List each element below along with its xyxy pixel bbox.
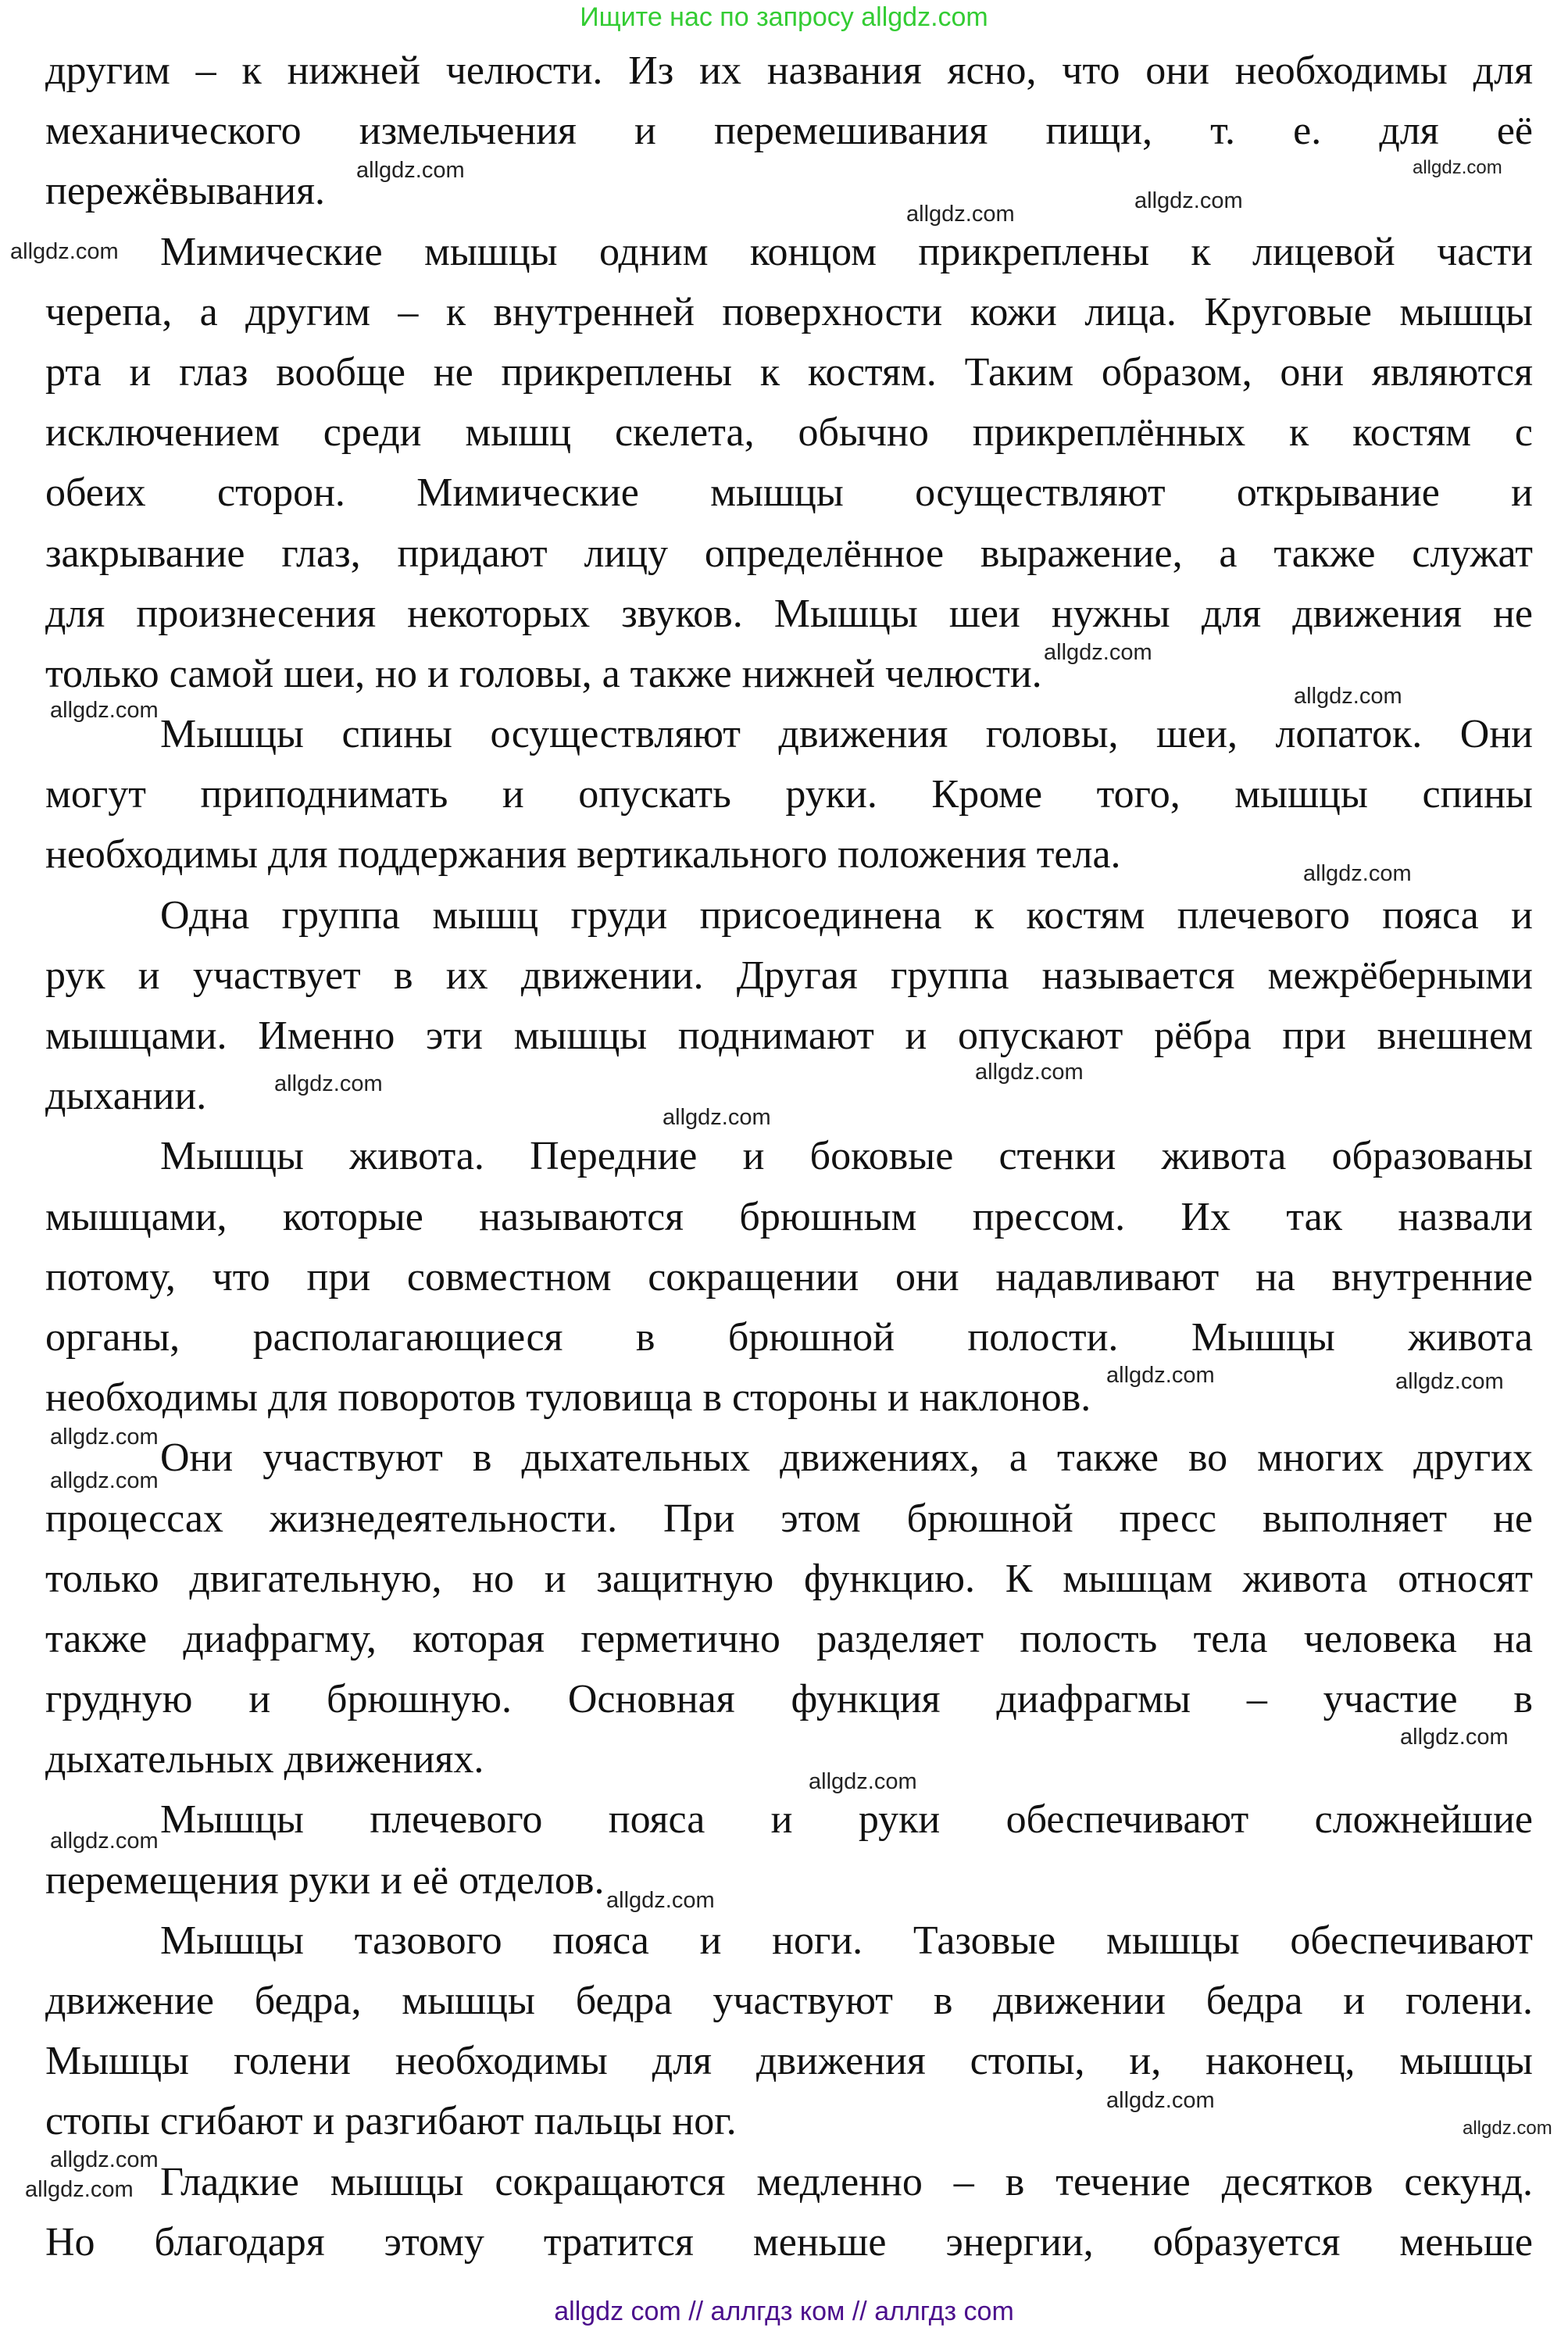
watermark: allgdz.com <box>1106 2088 1215 2113</box>
text-line <box>45 101 1533 161</box>
watermark: allgdz.com <box>1044 640 1152 665</box>
search-promo-text: Ищите нас по запросу allgdz.com <box>580 2 988 32</box>
watermark: allgdz.com <box>50 1829 159 1854</box>
watermark: allgdz.com <box>10 239 119 264</box>
text-line-content: закрывание глаз, придают лицу определённое выражение, а также служат <box>45 531 1533 576</box>
text-line-content: Мышцы голени необходимы для движения стопы, и, наконец, мышцы <box>45 2039 1533 2084</box>
text-line <box>45 1489 1533 1549</box>
text-line <box>45 463 1533 523</box>
text-line <box>45 1669 1533 1729</box>
text-line <box>45 1187 1533 1247</box>
textbook-page-body <box>45 41 1533 2272</box>
text-line <box>45 1609 1533 1669</box>
text-line-content: Они участвуют в дыхательных движениях, а также во многих других <box>160 1435 1533 1481</box>
text-line <box>45 704 1533 764</box>
text-line <box>45 161 1533 221</box>
text-line-content: органы, располагающиеся в брюшной полости. Мышцы живота <box>45 1314 1533 1360</box>
text-line-content: дыхании. <box>45 1074 207 1119</box>
text-line <box>45 402 1533 463</box>
text-line-content: потому, что при совместном сокращении они надавливают на внутренние <box>45 1254 1533 1300</box>
watermark: allgdz.com <box>1395 1369 1504 1394</box>
text-line-content: дыхательных движениях. <box>45 1737 484 1782</box>
watermark: allgdz.com <box>906 202 1015 227</box>
text-line-content: Гладкие мышцы сокращаются медленно – в течение десятков секунд. <box>160 2159 1533 2204</box>
text-line <box>45 1126 1533 1186</box>
text-line-content: процессах жизнедеятельности. При этом брюшной пресс выполняет не <box>45 1496 1533 1541</box>
text-line <box>45 764 1533 824</box>
text-line-content: необходимы для поддержания вертикального положения тела. <box>45 832 1121 878</box>
text-line-content: механического измельчения и перемешивания пищи, т. е. для её <box>45 109 1533 154</box>
text-line <box>45 946 1533 1006</box>
text-line-content: Мышцы живота. Передние и боковые стенки живота образованы <box>160 1134 1533 1179</box>
watermark: allgdz.com <box>1413 157 1502 178</box>
text-line <box>45 885 1533 946</box>
watermark: allgdz.com <box>1134 188 1243 213</box>
text-line-content: Но благодаря этому тратится меньше энергии, образуется меньше <box>45 2219 1533 2265</box>
text-line-content: рук и участвует в их движении. Другая группа называется межрёберными <box>45 953 1533 998</box>
text-line <box>45 41 1533 101</box>
text-line-content: грудную и брюшную. Основная функция диафрагмы – участие в <box>45 1677 1533 1722</box>
text-line <box>45 584 1533 644</box>
text-line <box>45 2091 1533 2151</box>
watermark: allgdz.com <box>50 1468 159 1493</box>
text-line <box>45 1428 1533 1488</box>
text-line-content: мышцами. Именно эти мышцы поднимают и опускают рёбра при внешнем <box>45 1014 1533 1058</box>
text-line <box>45 1850 1533 1911</box>
text-line-content: Мышцы тазового пояса и ноги. Тазовые мышцы обеспечивают <box>160 1918 1533 1963</box>
text-line <box>45 1549 1533 1609</box>
text-line-content: для произнесения некоторых звуков. Мышцы шеи нужны для движения не <box>45 591 1533 636</box>
watermark: allgdz.com <box>663 1105 771 1130</box>
site-footer-links <box>0 2294 1568 2329</box>
text-line-content: Мышцы спины осуществляют движения головы, шеи, лопаток. Они <box>160 712 1533 757</box>
text-line <box>45 282 1533 342</box>
text-line-content: рта и глаз вообще не прикреплены к костям. Таким образом, они являются <box>45 349 1533 395</box>
text-line <box>45 342 1533 402</box>
text-line-content: также диафрагму, которая герметично разделяет полость тела человека на <box>45 1616 1533 1661</box>
text-line-content: Мышцы плечевого пояса и руки обеспечивают сложнейшие <box>160 1797 1533 1843</box>
text-line <box>45 1307 1533 1367</box>
search-promo-banner <box>0 2 1568 33</box>
text-line-content: необходимы для поворотов туловища в стороны и наклонов. <box>45 1375 1091 1421</box>
text-line <box>45 1367 1533 1428</box>
text-line <box>45 1247 1533 1307</box>
watermark: allgdz.com <box>356 158 465 183</box>
watermark: allgdz.com <box>50 2147 159 2172</box>
watermark: allgdz.com <box>50 1425 159 1450</box>
text-line-content: перемещения руки и её отделов. <box>45 1857 605 1903</box>
text-line-content: обеих сторон. Мимические мышцы осуществляют открывание и <box>45 470 1533 516</box>
text-line-content: движение бедра, мышцы бедра участвуют в движении бедра и голени. <box>45 1979 1533 2023</box>
text-line-content: исключением среди мышц скелета, обычно прикреплённых к костям с <box>45 410 1533 456</box>
watermark: allgdz.com <box>1463 2118 1552 2139</box>
text-line <box>45 524 1533 584</box>
text-line-content: другим – к нижней челюсти. Из их названия ясно, что они необходимы для <box>45 48 1533 93</box>
watermark: allgdz.com <box>809 1769 917 1794</box>
text-line-content: только самой шеи, но и головы, а также нижней челюсти. <box>45 651 1042 696</box>
text-line <box>45 1729 1533 1789</box>
watermark: allgdz.com <box>1400 1725 1509 1750</box>
text-line <box>45 2152 1533 2212</box>
watermark: allgdz.com <box>975 1060 1084 1085</box>
watermark: allgdz.com <box>1106 1363 1215 1388</box>
text-line-content: Мимические мышцы одним концом прикреплены к лицевой части <box>160 229 1533 274</box>
text-line <box>45 1066 1533 1126</box>
text-line-content: стопы сгибают и разгибают пальцы ног. <box>45 2099 737 2144</box>
text-line-content: пережёвывания. <box>45 169 326 214</box>
watermark: allgdz.com <box>50 698 159 723</box>
text-line-content: мышцами, которые называются брюшным прессом. Их так назвали <box>45 1194 1533 1239</box>
text-line-content: могут приподнимать и опускать руки. Кроме того, мышцы спины <box>45 772 1533 817</box>
text-line <box>45 1789 1533 1850</box>
text-line-content: только двигательную, но и защитную функцию. К мышцам живота относят <box>45 1556 1533 1601</box>
text-line <box>45 1971 1533 2031</box>
text-line <box>45 2031 1533 2091</box>
watermark: allgdz.com <box>274 1071 383 1096</box>
text-line-content: черепа, а другим – к внутренней поверхности кожи лица. Круговые мышцы <box>45 289 1533 334</box>
site-footer-text: allgdz com // аллгдз ком // аллгдз com <box>554 2297 1014 2326</box>
text-line <box>45 2212 1533 2272</box>
watermark: allgdz.com <box>25 2177 134 2202</box>
text-line-content: Одна группа мышц груди присоединена к костям плечевого пояса и <box>160 892 1533 938</box>
text-line <box>45 1006 1533 1066</box>
watermark: allgdz.com <box>1294 684 1402 709</box>
text-line <box>45 1911 1533 1971</box>
text-line <box>45 222 1533 282</box>
watermark: allgdz.com <box>606 1888 715 1913</box>
watermark: allgdz.com <box>1303 861 1412 886</box>
